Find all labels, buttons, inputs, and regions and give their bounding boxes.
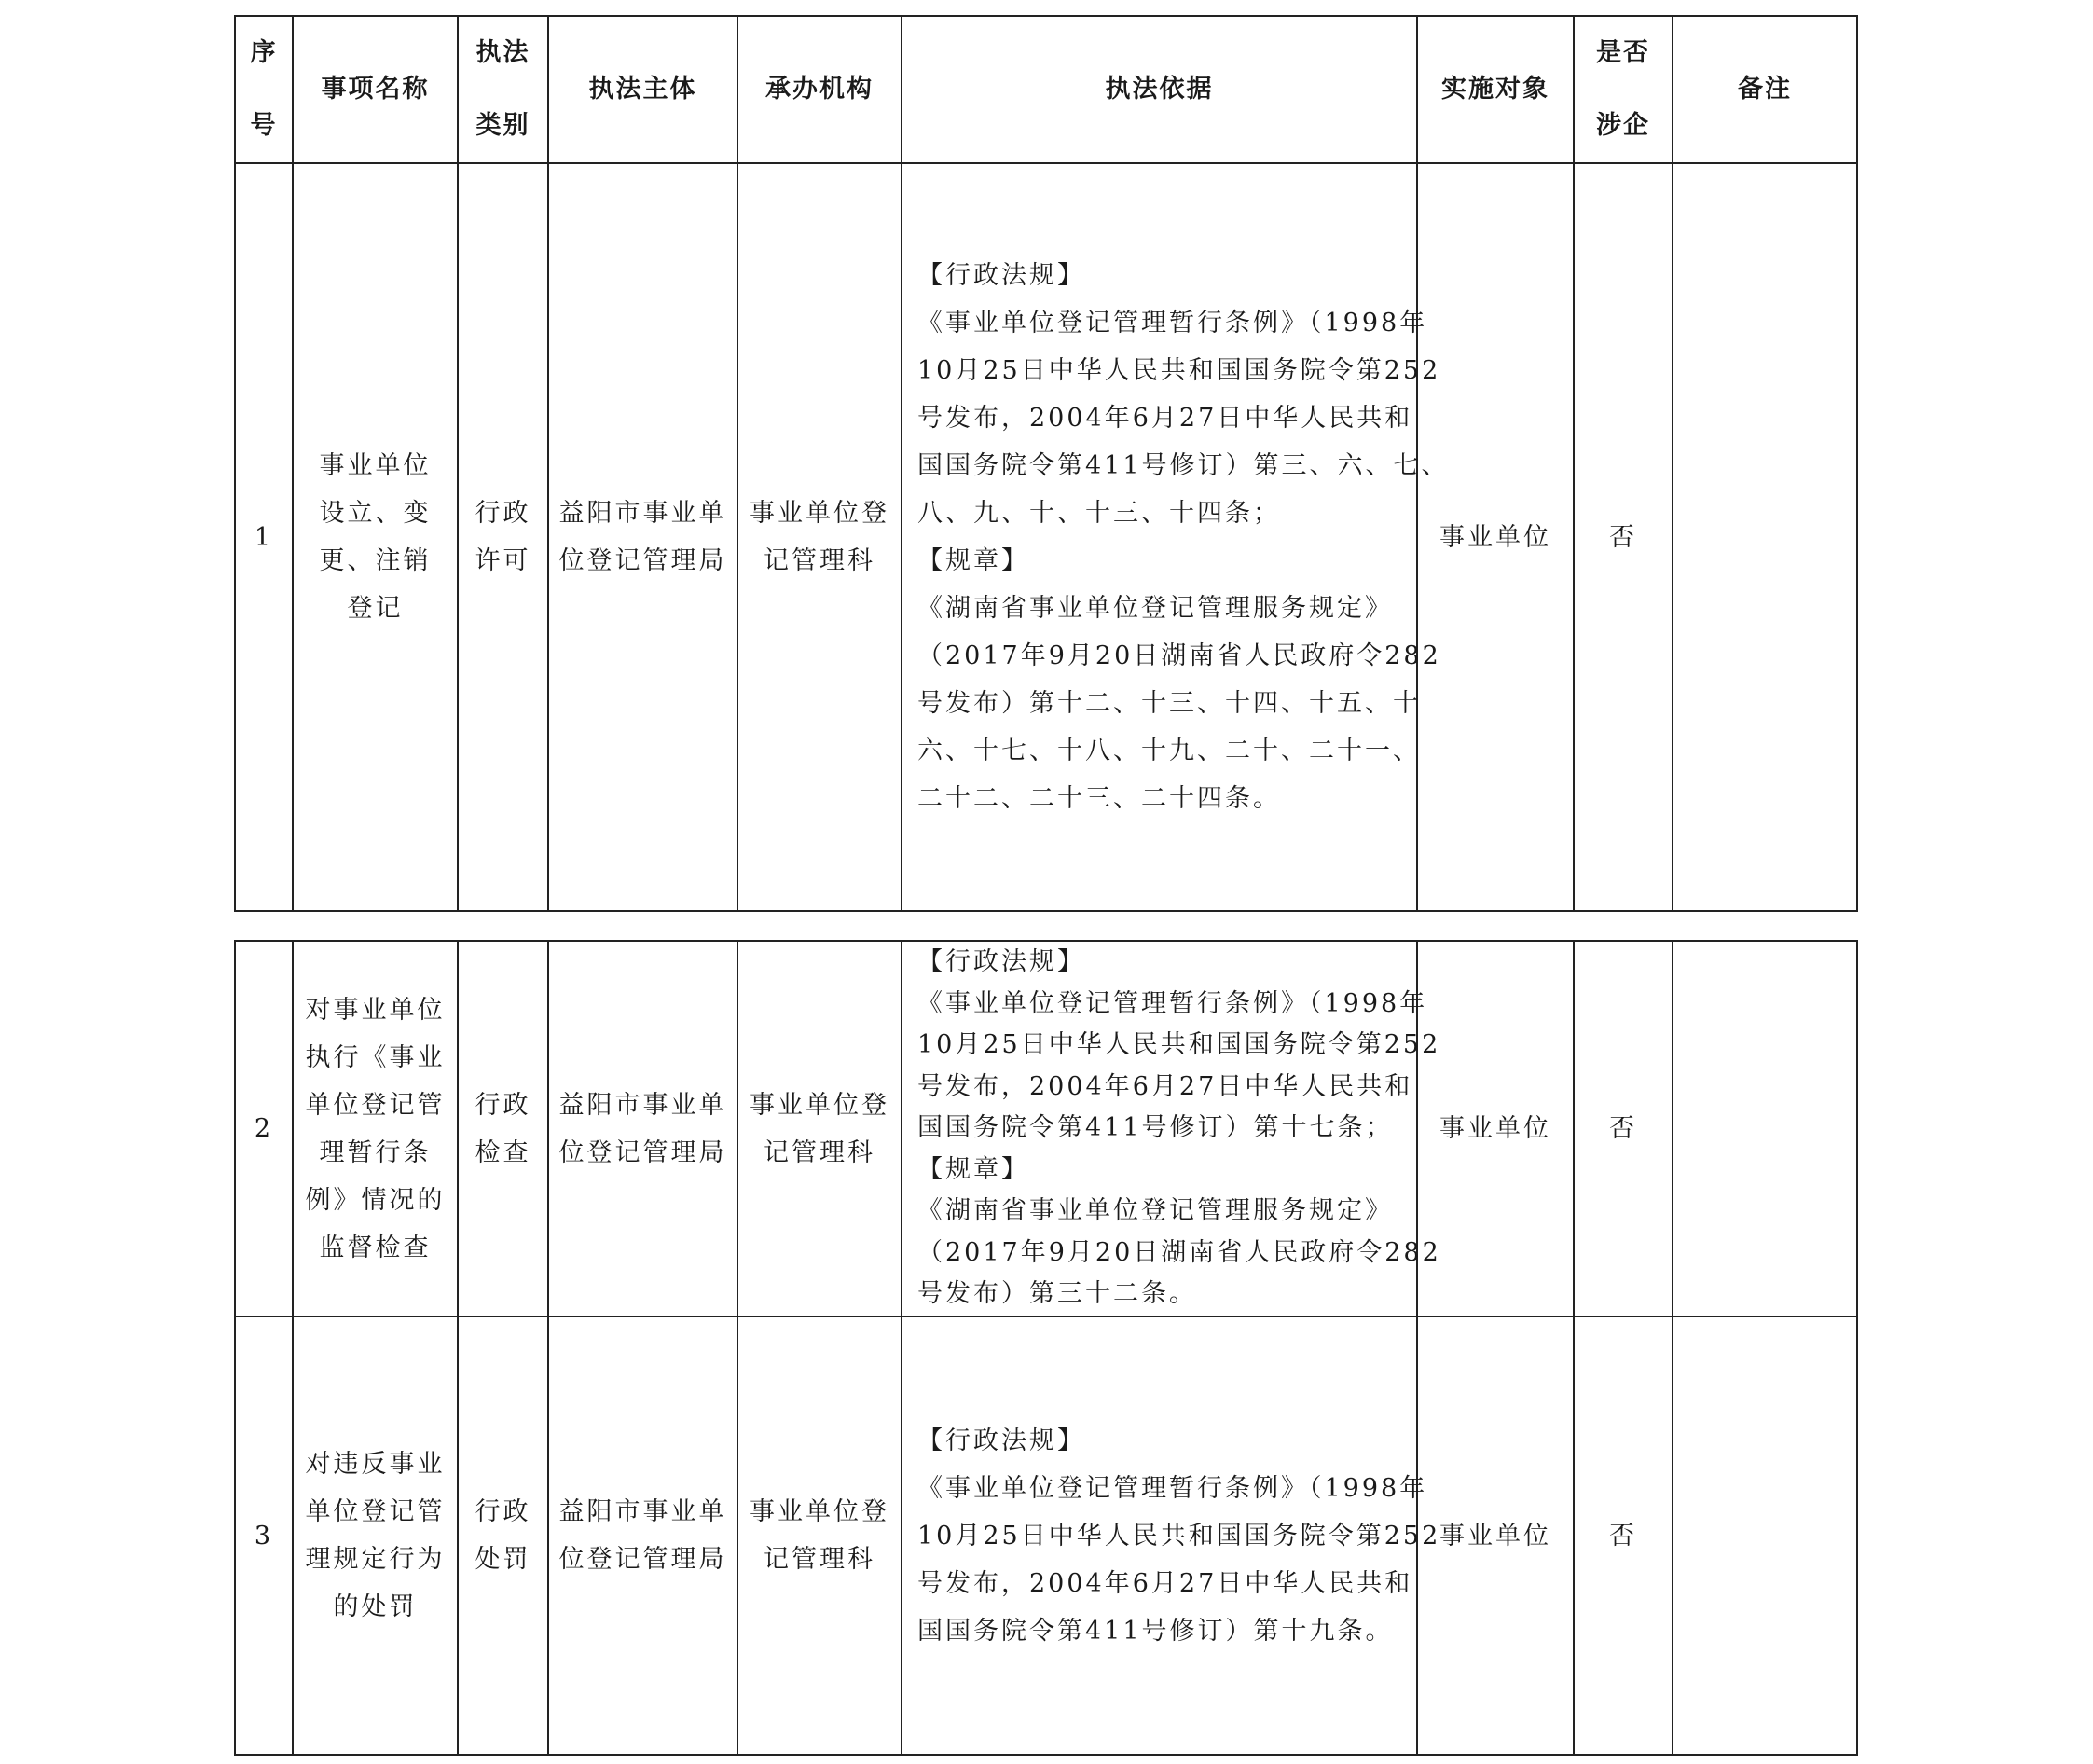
table-row: [235, 163, 1857, 911]
law-enforcement-table-page-1: [234, 15, 1858, 912]
table-row: [235, 1316, 1857, 1755]
cell-item-name: 事业单位设立、变更、注销登记: [293, 163, 458, 911]
cell-target: 事业单位: [1417, 163, 1574, 911]
cell-seq: 3: [235, 1316, 293, 1755]
law-enforcement-table-page-2: [234, 940, 1858, 1756]
cell-seq: 2: [235, 941, 293, 1316]
cell-basis: 【行政法规】 《事业单位登记管理暂行条例》（1998年 10月25日中华人民共和国国务院令第252 号发布，2004年6月27日中华人民共和 国国务院令第411号修订）第三、六、七、 八、九、十、十三、十四条； 【规章】 《湖南省事业单位登记管理服务规定》 （2017年9月20日湖南省人民政府令282 号发布）第十二、十三、十四、十五、十 六、十七、十八、十九、二十、二十一、 二十二、二十三、二十四条。: [902, 163, 1417, 911]
header-basis: 执法依据: [902, 16, 1417, 163]
cell-target: 事业单位: [1417, 941, 1574, 1316]
cell-subject: 益阳市事业单位登记管理局: [548, 941, 737, 1316]
cell-subject: 益阳市事业单位登记管理局: [548, 1316, 737, 1755]
cell-basis: 【行政法规】 《事业单位登记管理暂行条例》（1998年 10月25日中华人民共和国国务院令第252 号发布，2004年6月27日中华人民共和 国国务院令第411号修订）第十九条。: [902, 1316, 1417, 1755]
header-target: 实施对象: [1417, 16, 1574, 163]
header-organizer: 承办机构: [737, 16, 902, 163]
cell-item-name: 对违反事业单位登记管理规定行为的处罚: [293, 1316, 458, 1755]
table-row: [235, 941, 1857, 1316]
header-remarks: 备注: [1673, 16, 1857, 163]
cell-subject: 益阳市事业单位登记管理局: [548, 163, 737, 911]
header-involves-enterprise: 是否涉企: [1574, 16, 1673, 163]
cell-category: 行政处罚: [458, 1316, 548, 1755]
header-subject: 执法主体: [548, 16, 737, 163]
cell-seq: 1: [235, 163, 293, 911]
cell-category: 行政检查: [458, 941, 548, 1316]
cell-involves-enterprise: 否: [1574, 163, 1673, 911]
cell-target: 事业单位: [1417, 1316, 1574, 1755]
header-seq: 序号: [235, 16, 293, 163]
cell-basis: 【行政法规】 《事业单位登记管理暂行条例》（1998年 10月25日中华人民共和国国务院令第252 号发布，2004年6月27日中华人民共和 国国务院令第411号修订）第十七条； 【规章】 《湖南省事业单位登记管理服务规定》 （2017年9月20日湖南省人民政府令282 号发布）第三十二条。: [902, 941, 1417, 1316]
cell-organizer: 事业单位登记管理科: [737, 941, 902, 1316]
cell-organizer: 事业单位登记管理科: [737, 1316, 902, 1755]
cell-remarks: [1673, 941, 1857, 1316]
cell-remarks: [1673, 1316, 1857, 1755]
cell-category: 行政许可: [458, 163, 548, 911]
cell-involves-enterprise: 否: [1574, 1316, 1673, 1755]
header-item-name: 事项名称: [293, 16, 458, 163]
table-header-row: [235, 16, 1857, 163]
cell-involves-enterprise: 否: [1574, 941, 1673, 1316]
header-category: 执法类别: [458, 16, 548, 163]
cell-organizer: 事业单位登记管理科: [737, 163, 902, 911]
cell-item-name: 对事业单位执行《事业单位登记管理暂行条例》情况的监督检查: [293, 941, 458, 1316]
cell-remarks: [1673, 163, 1857, 911]
